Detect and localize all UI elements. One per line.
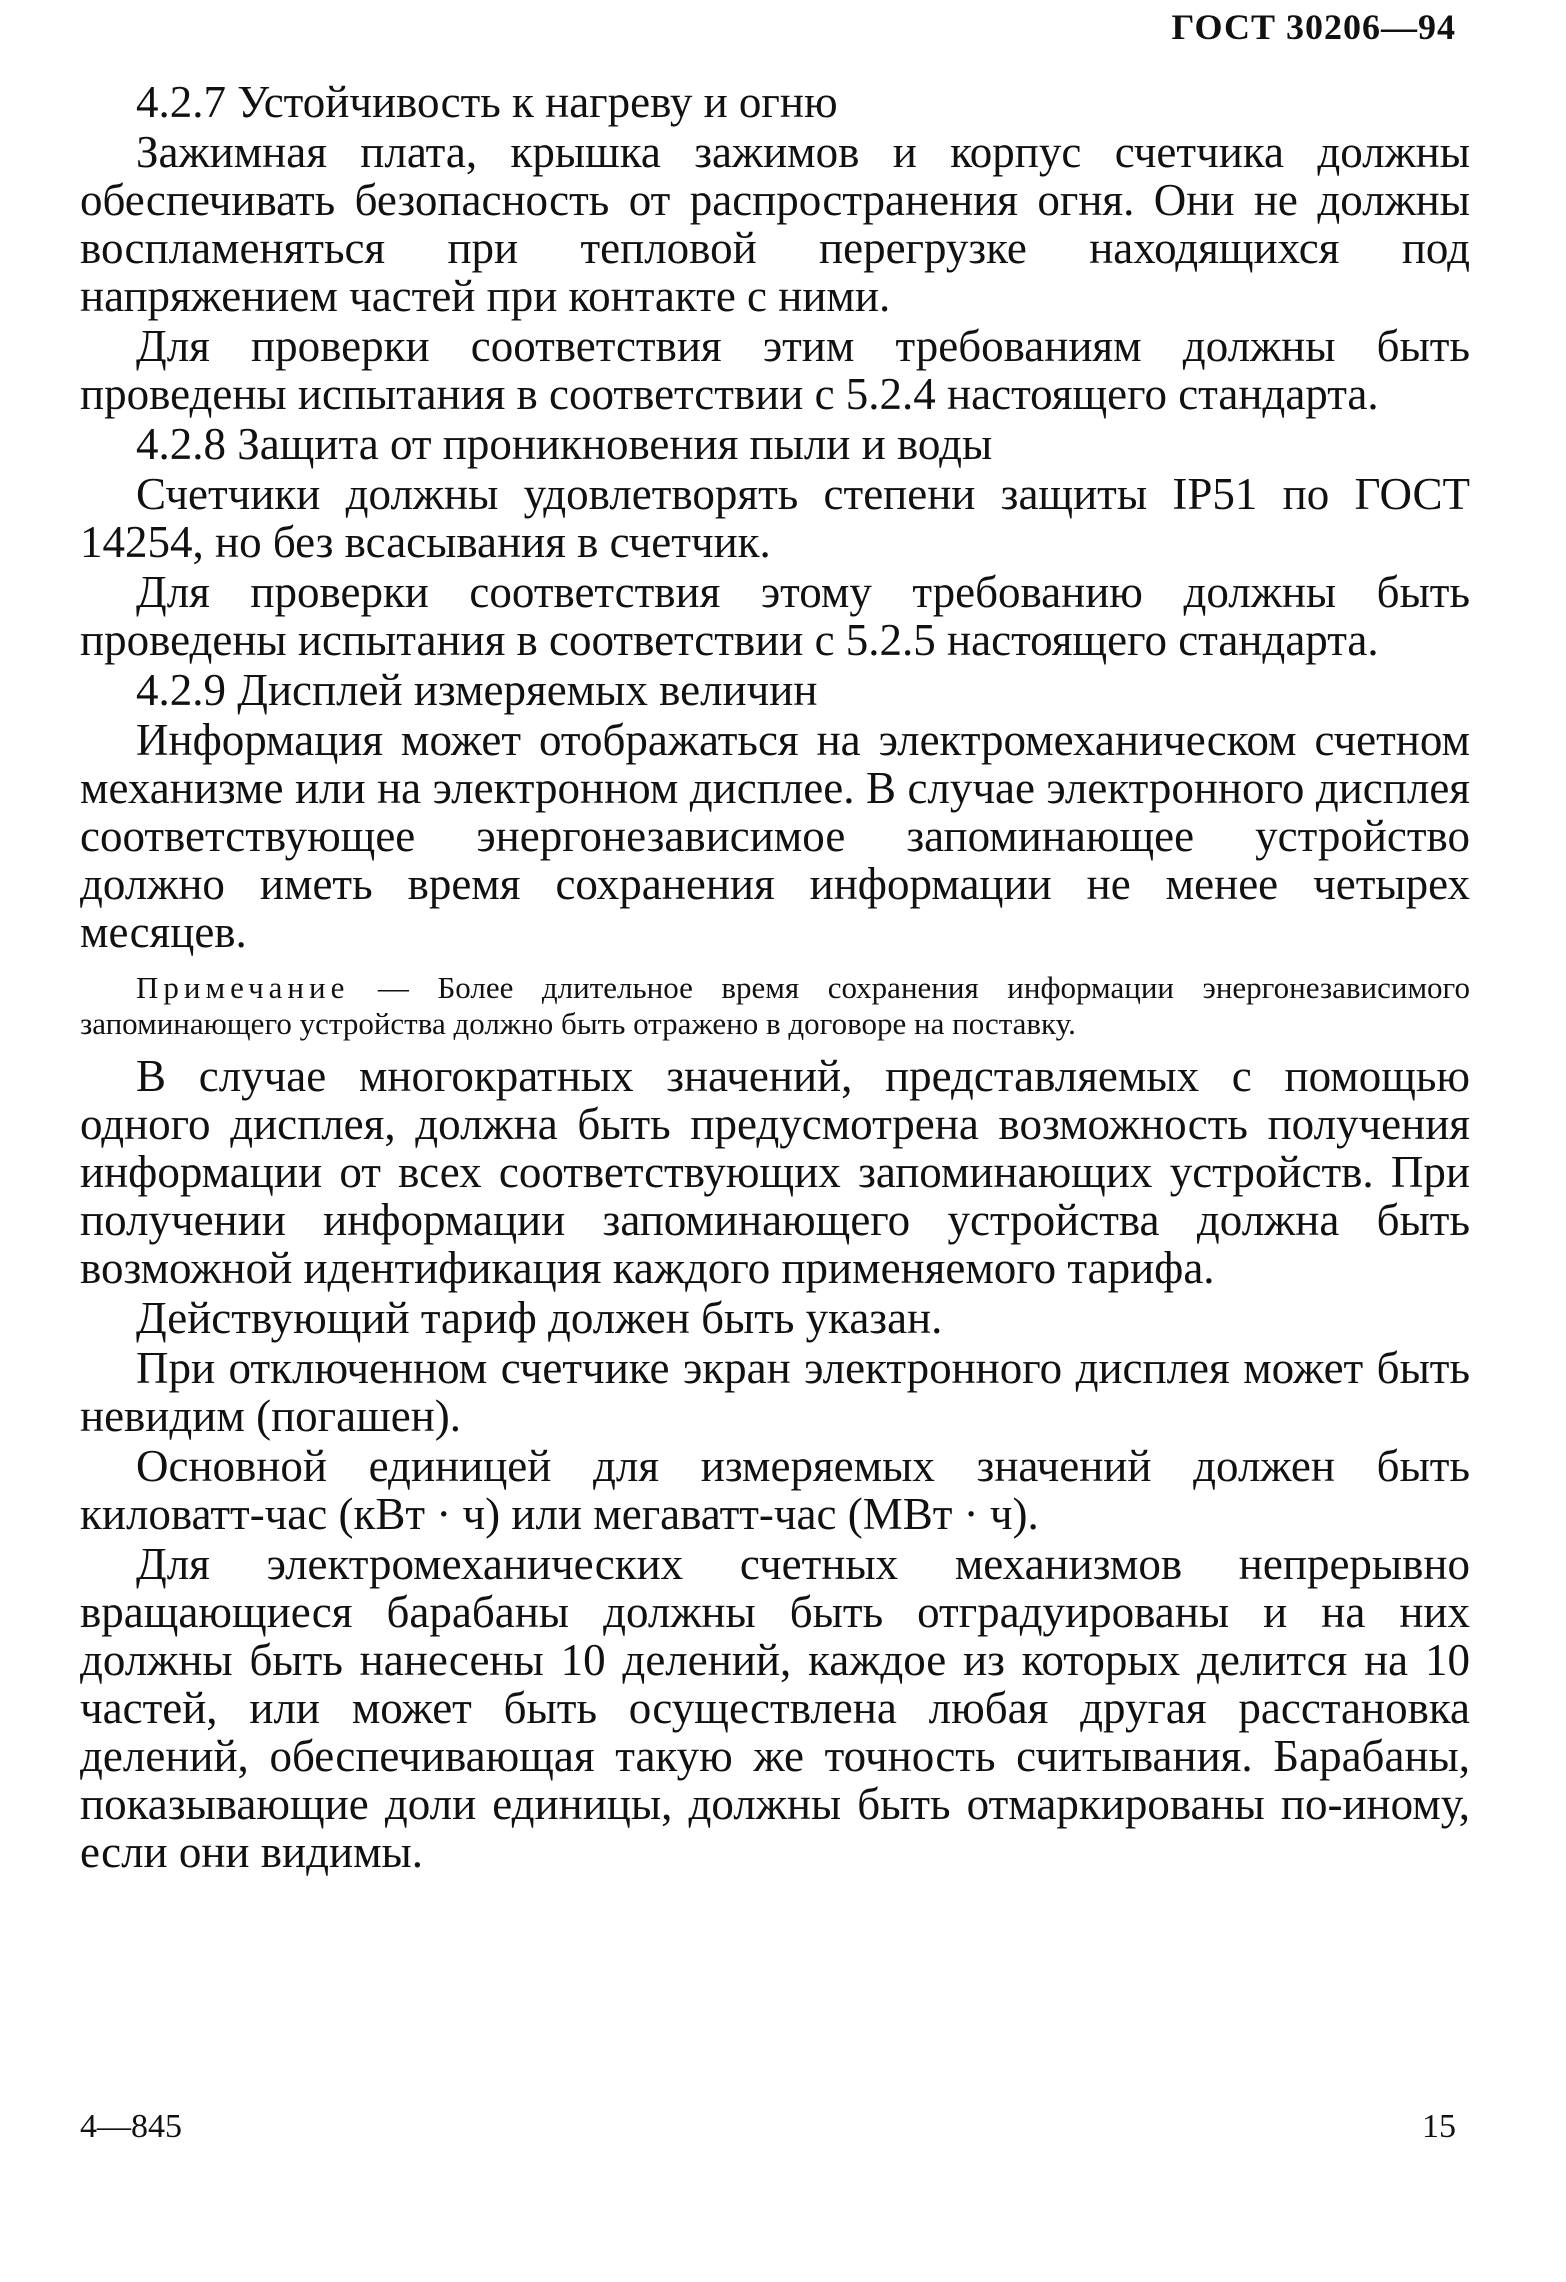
paragraph: Для проверки соответствия этому требованию должны быть проведены испытания в соответствии с 5.2.5 настоящего стандарта.	[80, 567, 1470, 665]
paragraph: При отключенном счетчике экран электронного дисплея может быть невидим (погашен).	[80, 1343, 1470, 1441]
section-heading-4-2-9: 4.2.9 Дисплей измеряемых величин	[136, 665, 818, 715]
paragraph: В случае многократных значений, представляемых с помощью одного дисплея, должна быть предусмотрена возможность получения информации от всех соответствующих запоминающих устройств. При получении информации запоминающего устройства должна быть возможной идентификация каждого применяемого тарифа.	[80, 1051, 1470, 1293]
paragraph: Для электромеханических счетных механизмов непрерывно вращающиеся барабаны должны быть отградуированы и на них должны быть нанесены 10 делений, каждое из которых делится на 10 частей, или может быть осуществлена любая другая расстановка делений, обеспечивающая такую же точность считывания. Барабаны, показывающие доли единицы, должны быть отмаркированы по-иному, если они видимы.	[80, 1539, 1470, 1877]
section-heading-4-2-7: 4.2.7 Устойчивость к нагреву и огню	[136, 77, 838, 127]
document-header-code: ГОСТ 30206—94	[1171, 7, 1456, 47]
note-block	[80, 970, 1470, 1042]
document-body	[80, 78, 1470, 1878]
paragraph: Информация может отображаться на электромеханическом счетном механизме или на электронном дисплее. В случае электронного дисплея соответствующее энергонезависимое запоминающее устройство должно иметь время сохранения информации не менее четырех месяцев.	[80, 715, 1470, 957]
paragraph: Основной единицей для измеряемых значений должен быть киловатт-час (кВт · ч) или мегаватт-час (МВт · ч).	[80, 1441, 1470, 1539]
page-number: 15	[1422, 2108, 1456, 2145]
paragraph: Зажимная плата, крышка зажимов и корпус счетчика должны обеспечивать безопасность от распространения огня. Они не должны воспламеняться при тепловой перегрузке находящихся под напряжением частей при контакте с ними.	[80, 127, 1470, 321]
paragraph: Действующий тариф должен быть указан.	[136, 1293, 943, 1343]
footer-print-code: 4—845	[80, 2108, 182, 2145]
section-heading-4-2-8: 4.2.8 Защита от проникновения пыли и воды	[136, 419, 993, 469]
paragraph: Для проверки соответствия этим требованиям должны быть проведены испытания в соответствии с 5.2.4 настоящего стандарта.	[80, 321, 1470, 419]
note-label: Примечание	[136, 970, 350, 1005]
note-text: — Более длительное время сохранения информации энергонезависимого запоминающего устройства должно быть отражено в договоре на поставку.	[80, 970, 1470, 1041]
paragraph: Счетчики должны удовлетворять степени защиты IP51 по ГОСТ 14254, но без всасывания в счетчик.	[80, 469, 1470, 567]
